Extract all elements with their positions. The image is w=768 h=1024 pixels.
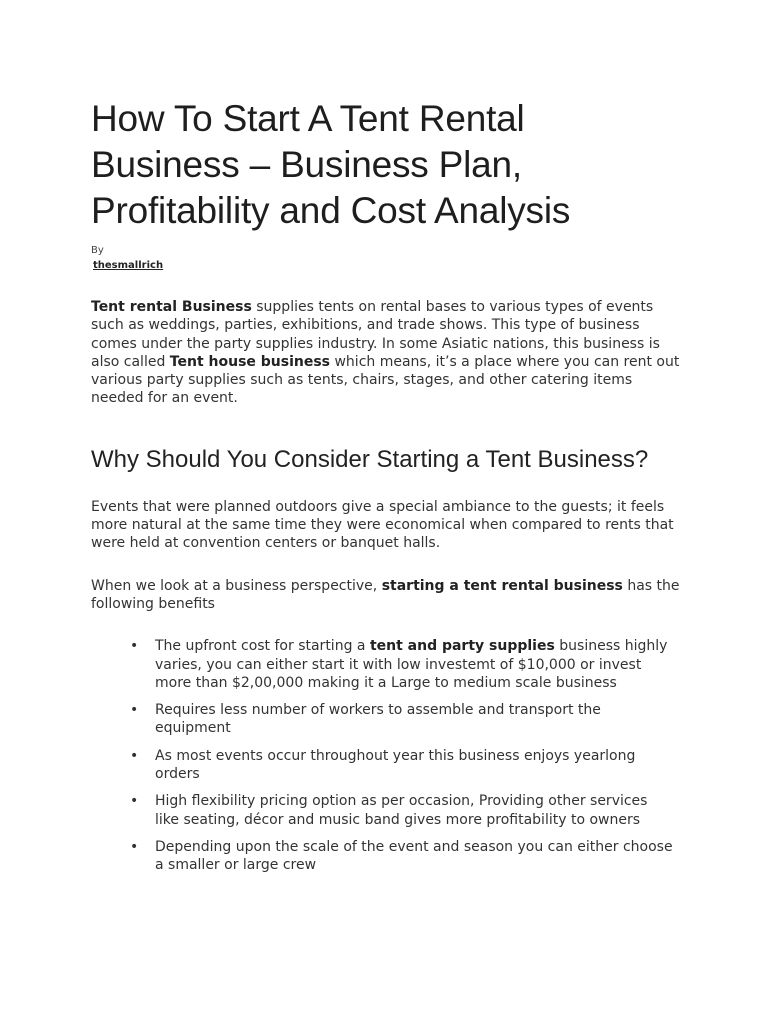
intro-text-1: supplies tents on rental bases to various types of events such as weddings, parties, exhibitions, and trade shows. This type of business comes under the party supplies industry. In some Asiatic nations, this business is also called [91, 299, 660, 370]
byline [91, 244, 681, 274]
list-item-text-pre: The upfront cost for starting a [155, 638, 370, 655]
list-item-text-pre: Requires less number of workers to assemble and transport the equipment [155, 702, 601, 737]
benefits-intro-bold: starting a tent rental business [381, 577, 623, 594]
article [91, 96, 681, 884]
benefits-intro-paragraph [91, 577, 681, 614]
list-item [91, 792, 675, 829]
list-item [91, 838, 675, 875]
list-item [91, 701, 675, 738]
bullet-icon: • [130, 638, 139, 655]
intro-text-2: which means, it’s a place where you can rent out various party supplies such as tents, chairs, stages, and other catering items needed for an event. [91, 353, 680, 407]
section-heading: Why Should You Consider Starting a Tent Business? [91, 445, 649, 473]
benefits-intro-text-1: When we look at a business perspective, [91, 577, 382, 594]
bullet-icon: • [130, 793, 139, 810]
benefits-list [91, 637, 681, 874]
list-item-text-pre: Depending upon the scale of the event and season you can either choose a smaller or large crew [155, 838, 673, 874]
list-item [91, 747, 675, 784]
author-link[interactable]: thesmallrich [93, 260, 164, 271]
list-item-text-pre: As most events occur throughout year this business enjoys yearlong orders [155, 747, 636, 783]
list-item-text-pre: High flexibility pricing option as per occasion, Providing other services like seating, décor and music band gives more profitability to owners [155, 793, 648, 828]
benefits-intro-text-2: has the following benefits [91, 577, 680, 612]
bullet-icon: • [130, 838, 139, 855]
intro-paragraph [91, 298, 681, 408]
list-item [91, 637, 675, 692]
intro-bold-term-2: Tent house business [169, 353, 331, 370]
events-paragraph: Events that were planned outdoors give a special ambiance to the guests; it feels more natural at the same time they were economical when compared to rents that were held at convention centers or banquet halls. [91, 498, 674, 552]
list-item-text-post: business highly varies, you can either start it with low investemt of $10,000 or invest more than $2,00,000 making it a Large to medium scale business [155, 638, 668, 691]
bullet-icon: • [130, 747, 139, 764]
intro-bold-term: Tent rental Business [91, 299, 252, 315]
bullet-icon: • [130, 702, 139, 719]
page-title: How To Start A Tent Rental Business – Business Plan, Profitability and Cost Analysis [91, 98, 571, 231]
by-label: By [91, 245, 104, 256]
list-item-text-bold: tent and party supplies [369, 638, 555, 655]
